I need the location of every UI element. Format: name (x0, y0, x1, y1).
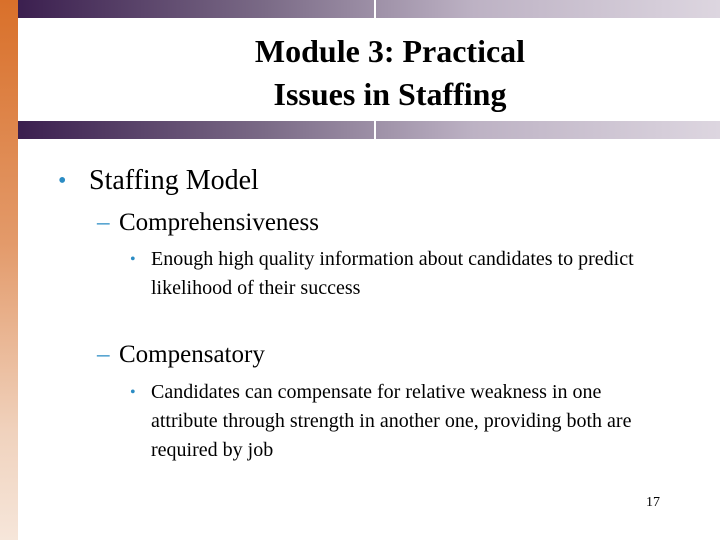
left-accent-bar (0, 0, 18, 540)
dash-mark: – (97, 341, 110, 368)
detail-bullet-mark: • (130, 384, 136, 401)
sub-bullet-text: Compensatory (119, 341, 265, 368)
band-divider (374, 0, 376, 18)
bullet-text: Staffing Model (89, 165, 259, 196)
title-line-1: Module 3: Practical (254, 33, 526, 69)
dash-mark: – (97, 209, 110, 236)
top-decorative-band (18, 0, 720, 18)
detail-text: Candidates can compensate for relative weakness in one attribute through strength in another one, providing both are required by job (151, 381, 632, 461)
detail-bullet-mark: • (130, 251, 136, 268)
title-underline-band (18, 121, 720, 139)
band-divider (374, 121, 376, 139)
title-line-2: Issues in Staffing (273, 76, 507, 112)
page-number: 17 (646, 495, 660, 510)
detail-text: Enough high quality information about candidates to predict likelihood of their success (151, 248, 634, 299)
slide-title (180, 30, 600, 116)
bullet-mark: • (58, 168, 67, 194)
sub-bullet-text: Comprehensiveness (119, 209, 319, 236)
